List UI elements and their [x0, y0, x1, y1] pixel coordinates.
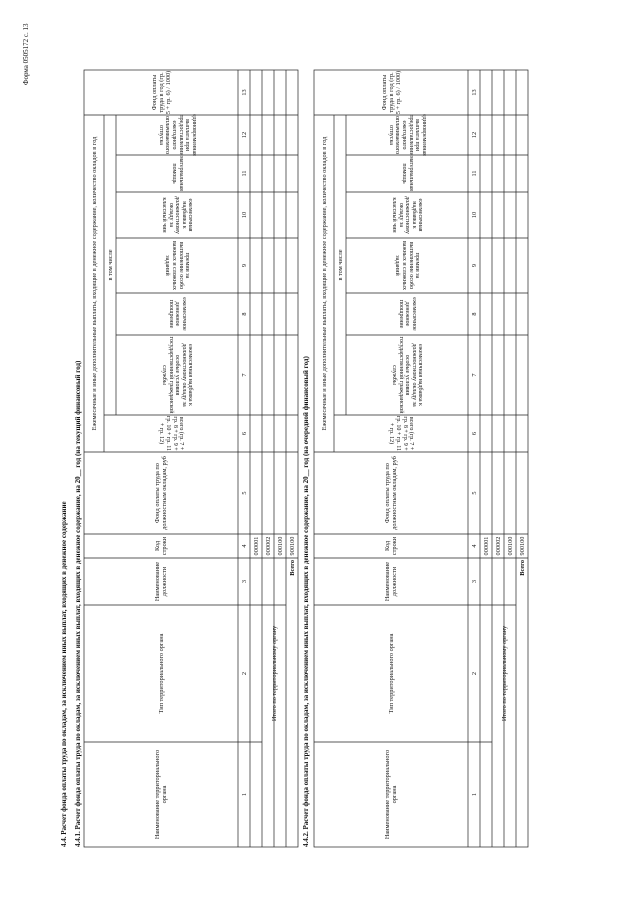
subtotal-label: Итого по территориальному органу — [270, 625, 278, 722]
col-number-10: 10 — [470, 211, 478, 219]
col-number-13: 13 — [470, 89, 478, 96]
col-number-2: 2 — [240, 671, 248, 676]
table-caption: 4.4.1. Расчет фонда оплаты труда по окладам, за исключением иных выплат, входящих в денежное содержание, на 20__ год (на текущий финансовый год) — [74, 360, 82, 847]
header-c10: ежемесячная надбавка к должностному окладу за классный чин — [391, 196, 424, 234]
header-fot-year: Фонд оплаты труда в год (гр. 5 + гр. 6) / 1000) — [150, 70, 172, 115]
header-c8: ежемесячное денежное поощрение — [167, 297, 187, 331]
header-incl: в том числе — [106, 249, 114, 281]
total-code: 900100 — [288, 536, 296, 556]
table-caption: 4.4.2. Расчет фонда оплаты труда по окладам, за исключением иных выплат, входящих в денежное содержание, на 20__ год (на очередной финансовый год) — [302, 356, 310, 847]
col-number-8: 8 — [470, 312, 478, 316]
header-c11: материальная помощь — [171, 156, 184, 191]
col-number-1: 1 — [470, 792, 478, 797]
col-number-5: 5 — [470, 491, 478, 495]
table-row-code: 000001 — [482, 536, 490, 556]
header-fot-base: Фонд оплаты труда по должностным окладам, руб — [154, 456, 168, 530]
subtotal-code: 000100 — [276, 536, 284, 556]
header-total: всего (гр. 7 + гр. 8 + гр. 9 + гр. 10 + гр. 11 + гр. 12) — [158, 415, 185, 452]
header-c7: ежемесячная надбавка к должностному окладу за особые условия государственной гражданской службы — [391, 336, 424, 414]
header-position: Наименование должности — [154, 561, 168, 602]
col-number-12: 12 — [470, 131, 478, 139]
col-number-7: 7 — [470, 373, 478, 377]
total-label: Всего — [518, 560, 526, 576]
table-row-code: 000002 — [494, 536, 502, 556]
header-monthly-group: Ежемесячные и иные дополнительные выплаты, входящие в денежное содержание, количество окладов в год — [320, 136, 328, 431]
col-number-11: 11 — [470, 170, 478, 177]
subtotal-code: 000100 — [506, 536, 514, 556]
header-c9: премии за выполнение особо важных и сложных заданий — [164, 241, 191, 290]
header-line-code: Код строки — [384, 536, 398, 556]
header-c12: единовременная выплата при предоставлении ежегодного оплачиваемого отпуска — [157, 114, 197, 156]
col-number-4: 4 — [470, 544, 478, 548]
total-label: Всего — [288, 560, 296, 576]
header-line-code: Код строки — [154, 536, 168, 556]
table-row-code: 000001 — [252, 536, 260, 556]
col-number-9: 9 — [240, 263, 248, 268]
col-number-6: 6 — [240, 431, 248, 436]
col-number-12: 12 — [240, 131, 248, 139]
col-number-10: 10 — [240, 211, 248, 219]
section-title: 4.4. Расчет фонда оплаты труда по окладам, за исключением иных выплат, входящих в денежное содержание — [60, 501, 68, 847]
header-c12: единовременная выплата при предоставлении ежегодного оплачиваемого отпуска — [387, 114, 427, 156]
col-number-6: 6 — [470, 431, 478, 436]
header-c7: ежемесячная надбавка к должностному окладу за особые условия государственной гражданской службы — [161, 336, 194, 414]
header-c9: премии за выполнение особо важных и сложных заданий — [394, 241, 421, 290]
header-incl: в том числе — [336, 249, 344, 281]
table-row-code: 000002 — [264, 536, 272, 556]
header-org-name: Наименование территориального органа — [154, 749, 168, 840]
col-number-4: 4 — [240, 544, 248, 548]
header-fot-year: Фонд оплаты труда в год (гр. 5 + гр. 6) / 1000) — [380, 70, 402, 115]
header-org-type: Тип территориального органа — [157, 633, 165, 714]
header-total: всего (гр. 7 + гр. 8 + гр. 9 + гр. 10 + гр. 11 + гр. 12) — [388, 415, 415, 452]
header-org-type: Тип территориального органа — [387, 633, 395, 714]
header-c8: ежемесячное денежное поощрение — [397, 297, 417, 331]
col-number-8: 8 — [240, 312, 248, 316]
col-number-11: 11 — [240, 170, 248, 177]
col-number-3: 3 — [240, 579, 248, 584]
form-label: Форма 0505172 с. 13 — [22, 23, 30, 85]
col-number-3: 3 — [470, 579, 478, 584]
header-c10: ежемесячная надбавка к должностному окладу за классный чин — [161, 196, 194, 234]
col-number-9: 9 — [470, 263, 478, 268]
col-number-2: 2 — [470, 671, 478, 676]
header-position: Наименование должности — [384, 561, 398, 602]
header-org-name: Наименование территориального органа — [384, 749, 398, 840]
header-fot-base: Фонд оплаты труда по должностным окладам, руб — [384, 456, 398, 530]
total-code: 900100 — [518, 536, 526, 556]
col-number-7: 7 — [240, 373, 248, 377]
header-monthly-group: Ежемесячные и иные дополнительные выплаты, входящие в денежное содержание, количество окладов в год — [90, 136, 98, 431]
col-number-13: 13 — [240, 89, 248, 96]
subtotal-label: Итого по территориальному органу — [500, 625, 508, 722]
header-c11: материальная помощь — [401, 156, 414, 191]
col-number-5: 5 — [240, 491, 248, 495]
col-number-1: 1 — [240, 792, 248, 797]
